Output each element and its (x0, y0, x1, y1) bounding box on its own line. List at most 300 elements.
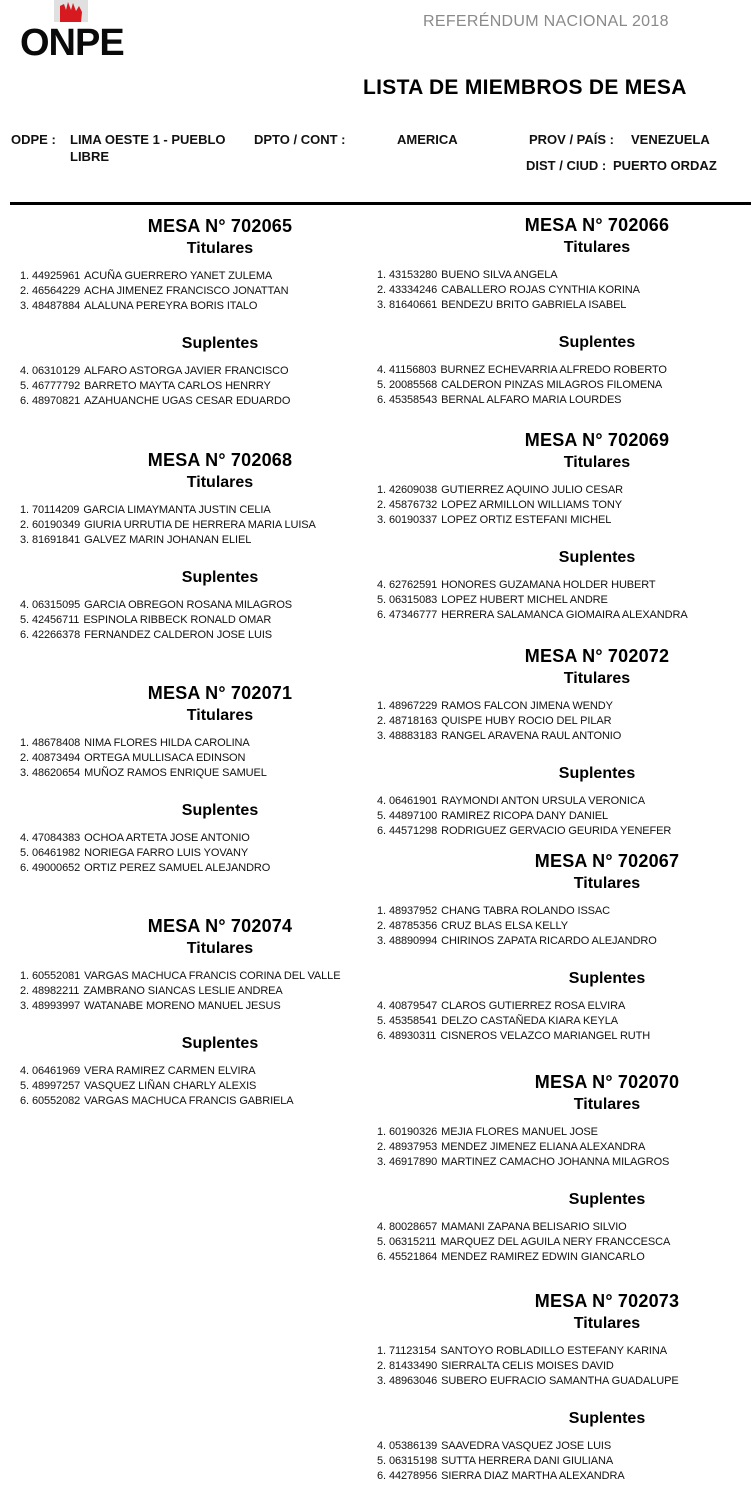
member-row (20, 394, 420, 409)
member-row (20, 1094, 420, 1109)
member-dni: 48890994 (388, 935, 438, 947)
suplentes-heading: Suplentes (181, 802, 259, 819)
suplentes-heading: Suplentes (568, 1191, 646, 1208)
member-dni: 81433490 (388, 1360, 438, 1372)
member-dni: 60552082 (31, 1095, 81, 1107)
member-dni: 43153280 (388, 269, 438, 281)
member-row (377, 513, 751, 528)
member-name: LOPEZ ORTIZ ESTEFANI MICHEL (441, 514, 612, 526)
member-dni: 44571298 (388, 825, 438, 837)
mesa-title: MESA N° 702069 (524, 430, 670, 450)
member-name: GALVEZ MARIN JOHANAN ELIEL (84, 534, 252, 546)
member-row (377, 809, 751, 824)
member-name: BUENO SILVA ANGELA (441, 269, 558, 281)
mesa-block (377, 429, 751, 623)
member-number: 4. (377, 795, 386, 807)
member-row (377, 268, 751, 283)
member-number: 5. (377, 1455, 386, 1467)
member-dni: 48937952 (388, 905, 438, 917)
member-name: BARRETO MAYTA CARLOS HENRRY (84, 380, 271, 392)
member-row (20, 751, 420, 766)
member-name: LOPEZ HUBERT MICHEL ANDRE (441, 594, 608, 606)
member-name: MARQUEZ DEL AGUILA NERY FRANCCESCA (440, 1236, 671, 1248)
member-number: 4. (377, 1221, 386, 1233)
titulares-list (20, 269, 420, 314)
mesa-title: MESA N° 702073 (534, 1291, 680, 1311)
member-name: MENDEZ JIMENEZ ELIANA ALEXANDRA (441, 1141, 646, 1153)
member-number: 1. (377, 905, 386, 917)
suplentes-heading: Suplentes (568, 1410, 646, 1427)
mesa-title: MESA N° 702065 (147, 216, 293, 236)
member-number: 6. (377, 825, 386, 837)
member-name: RANGEL ARAVENA RAUL ANTONIO (441, 730, 622, 742)
member-row (377, 1374, 751, 1389)
member-dni: 81640661 (388, 299, 438, 311)
member-row (377, 1344, 751, 1359)
member-number: 1. (377, 1345, 386, 1357)
member-dni: 06461982 (31, 847, 81, 859)
member-name: RAYMONDI ANTON URSULA VERONICA (441, 795, 645, 807)
member-name: ORTEGA MULLISACA EDINSON (84, 752, 246, 764)
member-dni: 48678408 (31, 737, 81, 749)
suplentes-heading: Suplentes (558, 765, 636, 782)
member-row (20, 503, 420, 518)
member-name: SIERRALTA CELIS MOISES DAVID (441, 1360, 614, 1372)
member-dni: 42266378 (31, 629, 81, 641)
member-dni: 60552081 (31, 970, 81, 982)
member-name: OCHOA ARTETA JOSE ANTONIO (84, 832, 250, 844)
member-name: SUTTA HERRERA DANI GIULIANA (441, 1455, 614, 1467)
member-dni: 46917890 (388, 1156, 438, 1168)
mesa-title: MESA N° 702068 (147, 450, 293, 470)
member-name: HERRERA SALAMANCA GIOMAIRA ALEXANDRA (441, 609, 688, 621)
member-row (377, 699, 751, 714)
member-row (377, 1155, 751, 1170)
member-dni: 41156803 (388, 364, 437, 376)
member-dni: 48963046 (388, 1375, 438, 1387)
member-number: 6. (377, 1470, 386, 1482)
member-dni: 48487884 (31, 300, 81, 312)
member-number: 1. (20, 270, 29, 282)
member-name: CALDERON PINZAS MILAGROS FILOMENA (441, 379, 663, 391)
member-row (377, 1140, 751, 1155)
member-dni: 06315095 (31, 599, 81, 611)
member-number: 5. (377, 594, 386, 606)
member-dni: 80028657 (388, 1221, 438, 1233)
member-row (20, 999, 420, 1014)
member-number: 1. (377, 700, 386, 712)
dpto-value: AMERICA (397, 132, 458, 147)
member-name: CABALLERO ROJAS CYNTHIA KORINA (441, 284, 640, 296)
mesa-title: MESA N° 702071 (147, 683, 293, 703)
member-name: SUBERO EUFRACIO SAMANTHA GUADALUPE (441, 1375, 679, 1387)
member-row (377, 378, 751, 393)
member-number: 4. (377, 579, 386, 591)
titulares-list (377, 1344, 751, 1389)
member-name: VERA RAMIREZ CARMEN ELVIRA (84, 1065, 256, 1077)
suplentes-list (377, 794, 751, 839)
member-row (20, 628, 420, 643)
member-dni: 48785356 (388, 920, 438, 932)
member-dni: 46777792 (31, 380, 81, 392)
member-dni: 40879547 (388, 1000, 438, 1012)
member-number: 2. (20, 285, 29, 297)
titulares-heading: Titulares (186, 474, 254, 491)
member-number: 2. (20, 985, 29, 997)
member-dni: 44897100 (388, 810, 438, 822)
member-number: 1. (20, 504, 29, 516)
member-name: MAMANI ZAPANA BELISARIO SILVIO (441, 1221, 627, 1233)
titulares-heading: Titulares (563, 239, 631, 256)
member-row (377, 1029, 751, 1044)
member-number: 1. (20, 970, 29, 982)
member-dni: 48718163 (388, 715, 438, 727)
mesa-block (377, 214, 751, 408)
member-name: BENDEZU BRITO GABRIELA ISABEL (441, 299, 627, 311)
titulares-heading: Titulares (573, 1315, 641, 1332)
odpe-value: LIMA OESTE 1 - PUEBLO LIBRE (70, 132, 226, 164)
member-name: ALFARO ASTORGA JAVIER FRANCISCO (84, 365, 289, 377)
member-row (377, 1250, 751, 1265)
member-name: RAMIREZ RICOPA DANY DANIEL (441, 810, 609, 822)
member-dni: 47346777 (388, 609, 438, 621)
prov-label: PROV / PAÍS : (529, 132, 614, 147)
member-dni: 45358541 (388, 1015, 438, 1027)
member-name: VARGAS MACHUCA FRANCIS GABRIELA (84, 1095, 294, 1107)
member-dni: 60190326 (388, 1126, 438, 1138)
mesa-block (377, 850, 751, 1044)
member-name: ORTIZ PEREZ SAMUEL ALEJANDRO (84, 862, 271, 874)
member-name: HONORES GUZAMANA HOLDER HUBERT (441, 579, 656, 591)
mesa-title: MESA N° 702074 (147, 916, 293, 936)
member-row (377, 1220, 751, 1235)
member-name: AZAHUANCHE UGAS CESAR EDUARDO (84, 395, 291, 407)
member-name: WATANABE MORENO MANUEL JESUS (84, 1000, 281, 1012)
member-row (377, 608, 751, 623)
member-dni: 60190337 (388, 514, 438, 526)
member-name: QUISPE HUBY ROCIO DEL PILAR (441, 715, 612, 727)
suplentes-heading: Suplentes (181, 1035, 259, 1052)
member-row (377, 1235, 751, 1250)
member-name: VARGAS MACHUCA FRANCIS CORINA DEL VALLE (84, 970, 341, 982)
member-row (377, 1014, 751, 1029)
member-number: 6. (20, 395, 29, 407)
mesa-block (20, 682, 420, 876)
mesa-title: MESA N° 702070 (534, 1072, 680, 1092)
member-name: MARTINEZ CAMACHO JOHANNA MILAGROS (441, 1156, 670, 1168)
suplentes-heading: Suplentes (558, 334, 636, 351)
member-number: 5. (20, 380, 29, 392)
suplentes-list (377, 363, 751, 408)
suplentes-list (20, 364, 420, 409)
suplentes-heading: Suplentes (558, 549, 636, 566)
member-row (377, 298, 751, 313)
member-dni: 06315083 (388, 594, 438, 606)
member-dni: 47084383 (31, 832, 81, 844)
member-number: 4. (20, 599, 29, 611)
member-dni: 44925961 (31, 270, 81, 282)
member-dni: 06461901 (388, 795, 438, 807)
member-row (20, 831, 420, 846)
mesa-block (20, 915, 420, 1109)
member-number: 6. (20, 862, 29, 874)
member-dni: 48993997 (31, 1000, 81, 1012)
titulares-list (20, 736, 420, 781)
mesa-title: MESA N° 702072 (524, 646, 670, 666)
member-row (377, 934, 751, 949)
member-number: 6. (377, 609, 386, 621)
mesa-title: MESA N° 702066 (524, 215, 670, 235)
member-number: 2. (377, 920, 386, 932)
member-name: ACHA JIMENEZ FRANCISCO JONATTAN (84, 285, 289, 297)
dist-value: PUERTO ORDAZ (613, 158, 717, 173)
member-number: 6. (20, 629, 29, 641)
member-number: 6. (20, 1095, 29, 1107)
member-name: GIURIA URRUTIA DE HERRERA MARIA LUISA (84, 519, 316, 531)
titulares-heading: Titulares (573, 1096, 641, 1113)
member-name: LOPEZ ARMILLON WILLIAMS TONY (441, 499, 622, 511)
member-dni: 48620654 (31, 767, 81, 779)
titulares-heading: Titulares (563, 454, 631, 471)
member-number: 2. (20, 519, 29, 531)
member-row (20, 1079, 420, 1094)
member-number: 3. (20, 1000, 29, 1012)
member-name: NORIEGA FARRO LUIS YOVANY (84, 847, 249, 859)
suplentes-heading: Suplentes (181, 569, 259, 586)
member-row (20, 533, 420, 548)
member-row (377, 904, 751, 919)
member-dni: 40873494 (31, 752, 81, 764)
titulares-list (377, 699, 751, 744)
member-number: 3. (20, 767, 29, 779)
titulares-heading: Titulares (186, 240, 254, 257)
titulares-heading: Titulares (573, 875, 641, 892)
member-dni: 46564229 (31, 285, 81, 297)
member-number: 3. (377, 1375, 386, 1387)
suplentes-list (377, 578, 751, 623)
suplentes-heading: Suplentes (568, 970, 646, 987)
member-row (20, 846, 420, 861)
member-name: ALALUNA PEREYRA BORIS ITALO (84, 300, 258, 312)
mesa-title: MESA N° 702067 (534, 851, 680, 871)
member-number: 2. (377, 284, 386, 296)
member-dni: 42609038 (388, 484, 438, 496)
suplentes-list (20, 598, 420, 643)
member-dni: 48970821 (31, 395, 81, 407)
member-number: 3. (377, 1156, 386, 1168)
member-number: 1. (377, 484, 386, 496)
mesa-block (377, 1290, 751, 1484)
member-row (377, 729, 751, 744)
member-row (20, 299, 420, 314)
member-name: CISNEROS VELAZCO MARIANGEL RUTH (440, 1030, 651, 1042)
member-dni: 05386139 (388, 1440, 438, 1452)
member-dni: 06315198 (388, 1455, 438, 1467)
member-number: 5. (377, 1015, 386, 1027)
dist-label: DIST / CIUD : (526, 158, 607, 173)
member-name: GUTIERREZ AQUINO JULIO CESAR (441, 484, 623, 496)
member-number: 1. (377, 1126, 386, 1138)
member-dni: 60190349 (31, 519, 81, 531)
titulares-list (20, 969, 420, 1014)
titulares-list (20, 503, 420, 548)
member-dni: 48883183 (388, 730, 438, 742)
member-dni: 71123154 (388, 1345, 437, 1357)
header-divider (10, 202, 751, 205)
suplentes-list (377, 1439, 751, 1484)
member-name: GARCIA LIMAYMANTA JUSTIN CELIA (83, 504, 271, 516)
member-number: 2. (377, 1141, 386, 1153)
member-name: DELZO CASTAÑEDA KIARA KEYLA (441, 1015, 618, 1027)
member-number: 1. (20, 737, 29, 749)
member-number: 3. (20, 300, 29, 312)
member-number: 4. (20, 365, 29, 377)
suplentes-list (20, 1064, 420, 1109)
member-row (20, 364, 420, 379)
member-row (377, 1125, 751, 1140)
member-dni: 48967229 (388, 700, 438, 712)
member-number: 3. (377, 935, 386, 947)
member-number: 4. (20, 1065, 29, 1077)
member-dni: 62762591 (388, 579, 438, 591)
member-number: 6. (377, 1030, 386, 1042)
member-row (377, 824, 751, 839)
member-name: ZAMBRANO SIANCAS LESLIE ANDREA (83, 985, 283, 997)
member-number: 4. (377, 1000, 386, 1012)
member-dni: 42456711 (31, 614, 80, 626)
dpto-label: DPTO / CONT : (254, 132, 346, 147)
titulares-list (377, 904, 751, 949)
titulares-list (377, 483, 751, 528)
member-row (20, 518, 420, 533)
prov-value: VENEZUELA (631, 132, 710, 147)
member-name: CHIRINOS ZAPATA RICARDO ALEJANDRO (441, 935, 657, 947)
member-dni: 70114209 (31, 504, 80, 516)
member-name: RAMOS FALCON JIMENA WENDY (441, 700, 613, 712)
member-name: MEJIA FLORES MANUEL JOSE (441, 1126, 598, 1138)
member-dni: 45358543 (388, 394, 438, 406)
member-name: ESPINOLA RIBBECK RONALD OMAR (83, 614, 272, 626)
member-number: 6. (377, 1251, 386, 1263)
member-name: VASQUEZ LIÑAN CHARLY ALEXIS (84, 1080, 257, 1092)
member-row (377, 393, 751, 408)
member-name: CRUZ BLAS ELSA KELLY (441, 920, 568, 932)
member-row (20, 766, 420, 781)
member-dni: 48937953 (388, 1141, 438, 1153)
member-dni: 48982211 (31, 985, 80, 997)
member-row (20, 598, 420, 613)
titulares-list (377, 1125, 751, 1170)
member-row (377, 999, 751, 1014)
member-number: 5. (377, 810, 386, 822)
suplentes-list (377, 1220, 751, 1265)
member-dni: 44278956 (388, 1470, 438, 1482)
member-row (377, 1439, 751, 1454)
member-row (377, 1359, 751, 1374)
member-number: 2. (20, 752, 29, 764)
member-name: NIMA FLORES HILDA CAROLINA (84, 737, 250, 749)
mesa-block (20, 449, 420, 643)
member-name: BERNAL ALFARO MARIA LOURDES (441, 394, 622, 406)
member-name: MENDEZ RAMIREZ EDWIN GIANCARLO (441, 1251, 645, 1263)
member-dni: 45876732 (388, 499, 438, 511)
member-dni: 81691841 (31, 534, 81, 546)
member-number: 5. (377, 379, 386, 391)
suplentes-list (377, 999, 751, 1044)
mesa-block (377, 1071, 751, 1265)
ballot-hand-icon (54, 0, 88, 22)
member-row (20, 379, 420, 394)
member-row (20, 269, 420, 284)
member-number: 5. (20, 847, 29, 859)
member-name: SIERRA DIAZ MARTHA ALEXANDRA (441, 1470, 625, 1482)
member-number: 6. (377, 394, 386, 406)
member-name: SANTOYO ROBLADILLO ESTEFANY KARINA (440, 1345, 667, 1357)
logo-wordmark: ONPE (20, 22, 124, 64)
member-row (377, 483, 751, 498)
member-dni: 45521864 (388, 1251, 438, 1263)
member-number: 1. (377, 269, 386, 281)
odpe-label: ODPE : (11, 132, 56, 147)
member-name: GARCIA OBREGON ROSANA MILAGROS (84, 599, 293, 611)
member-row (20, 736, 420, 751)
mesa-block (377, 645, 751, 839)
member-number: 2. (377, 715, 386, 727)
member-dni: 49000652 (31, 862, 81, 874)
member-dni: 48997257 (31, 1080, 81, 1092)
member-row (377, 363, 751, 378)
member-row (20, 284, 420, 299)
onpe-logo (20, 0, 130, 64)
member-name: MUÑOZ RAMOS ENRIQUE SAMUEL (84, 767, 267, 779)
member-row (20, 861, 420, 876)
member-number: 2. (377, 499, 386, 511)
member-name: CHANG TABRA ROLANDO ISSAC (441, 905, 610, 917)
member-number: 3. (377, 730, 386, 742)
titulares-heading: Titulares (186, 707, 254, 724)
member-name: BURNEZ ECHEVARRIA ALFREDO ROBERTO (440, 364, 667, 376)
member-number: 3. (20, 534, 29, 546)
titulares-heading: Titulares (186, 940, 254, 957)
titulares-list (377, 268, 751, 313)
mesa-block (20, 215, 420, 409)
suplentes-heading: Suplentes (181, 335, 259, 352)
member-row (20, 984, 420, 999)
member-number: 5. (20, 614, 29, 626)
page-title: LISTA DE MIEMBROS DE MESA (363, 76, 687, 99)
member-name: SAAVEDRA VASQUEZ JOSE LUIS (441, 1440, 612, 1452)
member-name: ACUÑA GUERRERO YANET ZULEMA (84, 270, 273, 282)
member-number: 5. (377, 1236, 386, 1248)
member-row (377, 593, 751, 608)
member-row (20, 613, 420, 628)
member-row (20, 969, 420, 984)
member-dni: 20085568 (388, 379, 438, 391)
member-row (377, 283, 751, 298)
member-number: 4. (377, 1440, 386, 1452)
member-dni: 43334246 (388, 284, 438, 296)
member-number: 5. (20, 1080, 29, 1092)
member-number: 3. (377, 514, 386, 526)
member-dni: 48930311 (388, 1030, 437, 1042)
member-row (377, 794, 751, 809)
member-row (377, 1454, 751, 1469)
titulares-heading: Titulares (563, 670, 631, 687)
member-name: CLAROS GUTIERREZ ROSA ELVIRA (441, 1000, 626, 1012)
member-dni: 06461969 (31, 1065, 81, 1077)
member-row (377, 1469, 751, 1484)
member-row (377, 919, 751, 934)
